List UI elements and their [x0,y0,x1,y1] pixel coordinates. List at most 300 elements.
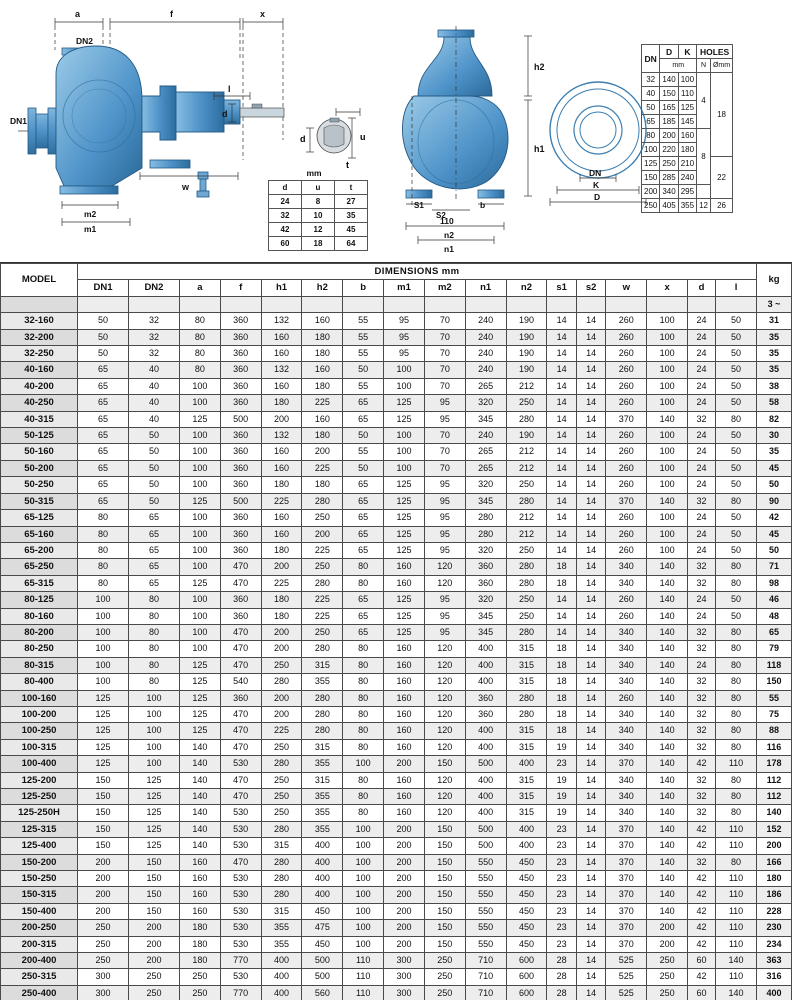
model-cell: 40-160 [1,362,78,378]
dim-cell-a: 80 [179,346,220,362]
dim-cell-h1: 132 [261,313,302,329]
table-row [1,953,792,969]
dim-cell-s2: 14 [576,821,605,837]
model-cell: 125-250 [1,789,78,805]
dim-cell-m2: 95 [424,624,465,640]
flange-cell-d: 200 [660,129,678,143]
weight-cell: 46 [757,592,792,608]
subheader-blank [220,296,261,312]
weight-cell: 58 [757,395,792,411]
dim-cell-d: 32 [688,772,716,788]
dim-cell-w: 340 [606,739,647,755]
table-row [1,559,792,575]
dim-cell-h2: 180 [302,346,343,362]
weight-cell: 116 [757,739,792,755]
dim-cell-dn2: 50 [128,493,179,509]
dim-cell-n2: 190 [506,329,547,345]
dim-cell-a: 100 [179,542,220,558]
dim-cell-m2: 120 [424,674,465,690]
dim-cell-h1: 400 [261,985,302,1000]
table-row [1,772,792,788]
dim-cell-f: 360 [220,526,261,542]
dim-cell-x: 140 [647,887,688,903]
dim-cell-n2: 450 [506,871,547,887]
dim-cell-h2: 560 [302,985,343,1000]
dim-cell-d: 42 [688,756,716,772]
dim-cell-l: 110 [716,969,757,985]
dim-cell-s2: 14 [576,969,605,985]
dim-cell-m2: 150 [424,756,465,772]
dim-cell-dn2: 40 [128,378,179,394]
dim-cell-w: 340 [606,559,647,575]
dim-cell-x: 200 [647,936,688,952]
dim-cell-x: 140 [647,592,688,608]
dim-cell-dn2: 65 [128,526,179,542]
flange-cell-k: 180 [678,143,696,157]
dim-cell-a: 125 [179,493,220,509]
dim-cell-w: 370 [606,920,647,936]
dim-cell-w: 260 [606,362,647,378]
dim-cell-m1: 160 [384,674,425,690]
dim-cell-h2: 450 [302,903,343,919]
dim-cell-n1: 550 [465,920,506,936]
dim-cell-dn2: 100 [128,756,179,772]
subheader-blank [261,296,302,312]
dim-cell-dn1: 65 [78,395,129,411]
table-row [1,985,792,1000]
dim-cell-m1: 200 [384,854,425,870]
subheader-blank [1,296,78,312]
table-row [1,542,792,558]
dim-cell-s1: 18 [547,559,576,575]
dim-cell-dn2: 65 [128,510,179,526]
dim-cell-n2: 280 [506,411,547,427]
dim-cell-n2: 250 [506,592,547,608]
dim-cell-b: 55 [343,378,384,394]
table-row [1,444,792,460]
dim-cell-w: 260 [606,395,647,411]
dim-cell-b: 100 [343,920,384,936]
keyway-cell: 35 [335,209,368,223]
model-cell: 80-315 [1,657,78,673]
dim-cell-dn1: 150 [78,821,129,837]
dim-cell-s2: 14 [576,624,605,640]
flange-cell-k: 210 [678,157,696,171]
dim-cell-b: 110 [343,969,384,985]
dim-cell-s1: 28 [547,953,576,969]
dim-cell-n2: 600 [506,953,547,969]
dim-cell-s1: 14 [547,362,576,378]
dim-cell-m2: 120 [424,657,465,673]
dim-cell-w: 260 [606,690,647,706]
dim-cell-m2: 120 [424,559,465,575]
dim-cell-n1: 320 [465,477,506,493]
dim-cell-dn1: 200 [78,887,129,903]
dim-cell-n2: 212 [506,526,547,542]
dim-cell-a: 80 [179,362,220,378]
weight-cell: 180 [757,871,792,887]
dim-cell-n1: 550 [465,936,506,952]
dim-cell-d: 32 [688,723,716,739]
weight-cell: 230 [757,920,792,936]
dim-cell-s1: 14 [547,608,576,624]
dim-cell-h1: 132 [261,428,302,444]
kg-sub: 3 ~ [757,296,792,312]
dim-cell-b: 80 [343,706,384,722]
col-n2: n2 [506,280,547,296]
dim-cell-w: 340 [606,772,647,788]
model-cell: 65-125 [1,510,78,526]
subheader-blank [647,296,688,312]
dim-cell-s1: 14 [547,477,576,493]
dim-cell-n2: 212 [506,460,547,476]
dim-cell-s2: 14 [576,706,605,722]
flange-cell-k: 240 [678,171,696,185]
flange-cell-dn: 50 [642,101,660,115]
flange-cell-d: 140 [660,73,678,87]
dim-cell-s1: 14 [547,411,576,427]
dim-cell-l: 110 [716,871,757,887]
dim-cell-h1: 200 [261,706,302,722]
dim-cell-x: 140 [647,608,688,624]
dim-cell-l: 80 [716,657,757,673]
dim-cell-dn1: 125 [78,706,129,722]
dim-cell-d: 42 [688,920,716,936]
dim-cell-h2: 225 [302,460,343,476]
dim-cell-m2: 120 [424,706,465,722]
dim-cell-x: 140 [647,559,688,575]
dim-cell-s1: 23 [547,903,576,919]
dim-cell-n2: 190 [506,428,547,444]
dim-cell-x: 200 [647,920,688,936]
dim-cell-m1: 125 [384,477,425,493]
dim-cell-l: 50 [716,460,757,476]
dim-cell-h2: 355 [302,674,343,690]
weight-cell: 88 [757,723,792,739]
model-cell: 125-315 [1,821,78,837]
dim-cell-a: 100 [179,477,220,493]
dim-cell-n1: 400 [465,641,506,657]
svg-text:K: K [593,180,600,190]
dim-cell-dn1: 250 [78,953,129,969]
dim-cell-l: 50 [716,608,757,624]
dim-cell-dn2: 125 [128,821,179,837]
dim-cell-l: 80 [716,772,757,788]
table-row [1,460,792,476]
dim-cell-dn2: 200 [128,920,179,936]
dim-cell-m2: 95 [424,510,465,526]
dim-cell-n2: 400 [506,838,547,854]
dim-cell-h1: 250 [261,772,302,788]
dim-cell-h1: 225 [261,723,302,739]
dim-cell-s1: 23 [547,756,576,772]
dim-cell-a: 160 [179,854,220,870]
dim-cell-dn2: 125 [128,838,179,854]
dim-cell-s2: 14 [576,592,605,608]
weight-cell: 118 [757,657,792,673]
dim-cell-n1: 320 [465,542,506,558]
dim-cell-x: 100 [647,346,688,362]
col-m1: m1 [384,280,425,296]
weight-cell: 112 [757,789,792,805]
dim-cell-n1: 360 [465,706,506,722]
dim-cell-d: 32 [688,739,716,755]
dim-cell-a: 100 [179,510,220,526]
keyway-cell: 60 [269,237,302,251]
dim-cell-f: 470 [220,789,261,805]
flange-row [642,157,733,171]
dim-cell-dn2: 150 [128,887,179,903]
dim-cell-dn1: 100 [78,674,129,690]
dim-cell-n2: 600 [506,985,547,1000]
subheader-blank [465,296,506,312]
dim-cell-b: 65 [343,493,384,509]
weight-cell: 98 [757,575,792,591]
table-row [1,624,792,640]
dim-cell-d: 24 [688,460,716,476]
dim-cell-s2: 14 [576,608,605,624]
dim-cell-w: 525 [606,953,647,969]
dim-cell-s1: 19 [547,739,576,755]
dim-cell-f: 530 [220,936,261,952]
keyway-row [269,223,368,237]
dim-cell-dn2: 50 [128,460,179,476]
dim-cell-h1: 400 [261,953,302,969]
dim-cell-f: 470 [220,559,261,575]
dim-cell-h1: 250 [261,805,302,821]
header-model: MODEL [1,264,78,297]
weight-cell: 228 [757,903,792,919]
dim-cell-d: 32 [688,559,716,575]
dim-cell-m2: 120 [424,739,465,755]
model-cell: 65-200 [1,542,78,558]
model-cell: 50-250 [1,477,78,493]
flange-cell-holes-od: 22 [710,157,732,199]
dim-cell-h2: 160 [302,411,343,427]
keyway-col-d: d [269,181,302,195]
dim-cell-l: 110 [716,920,757,936]
dim-cell-f: 360 [220,378,261,394]
dim-cell-x: 140 [647,723,688,739]
dim-cell-m2: 120 [424,805,465,821]
dim-cell-a: 140 [179,739,220,755]
dimensions-table-body [1,313,792,1000]
dim-cell-h1: 132 [261,362,302,378]
flange-sub-od: Ømm [710,59,732,73]
dim-cell-n1: 400 [465,772,506,788]
dim-cell-a: 100 [179,428,220,444]
dim-cell-dn2: 200 [128,953,179,969]
dim-cell-f: 360 [220,313,261,329]
dim-cell-x: 140 [647,789,688,805]
svg-text:DN: DN [589,168,602,178]
dim-cell-n1: 240 [465,329,506,345]
model-cell: 40-200 [1,378,78,394]
dim-cell-f: 530 [220,871,261,887]
dim-cell-w: 370 [606,838,647,854]
dim-cell-n2: 315 [506,657,547,673]
dim-cell-f: 360 [220,592,261,608]
dim-cell-n1: 280 [465,510,506,526]
dim-cell-s2: 14 [576,444,605,460]
weight-cell: 363 [757,953,792,969]
dim-cell-w: 370 [606,493,647,509]
svg-text:d: d [222,109,228,119]
dim-cell-dn1: 125 [78,739,129,755]
dim-cell-m1: 125 [384,510,425,526]
flange-cell-dn: 100 [642,143,660,157]
dim-cell-dn1: 65 [78,362,129,378]
dim-cell-x: 140 [647,575,688,591]
dim-cell-s1: 14 [547,542,576,558]
dim-cell-s2: 14 [576,903,605,919]
dim-cell-m1: 100 [384,428,425,444]
dim-cell-d: 24 [688,477,716,493]
dim-cell-f: 470 [220,641,261,657]
dim-cell-m2: 150 [424,838,465,854]
dim-cell-x: 140 [647,821,688,837]
table-row [1,395,792,411]
dim-cell-dn2: 150 [128,854,179,870]
dim-cell-s2: 14 [576,329,605,345]
dim-cell-n1: 550 [465,887,506,903]
dim-cell-d: 24 [688,657,716,673]
dim-cell-m1: 160 [384,789,425,805]
dim-cell-m1: 125 [384,542,425,558]
subheader-blank [424,296,465,312]
dim-cell-x: 250 [647,953,688,969]
dim-cell-d: 32 [688,674,716,690]
weight-cell: 35 [757,329,792,345]
dim-cell-n2: 212 [506,378,547,394]
dim-cell-dn2: 40 [128,411,179,427]
dim-cell-h2: 355 [302,821,343,837]
dim-cell-a: 140 [179,805,220,821]
dim-cell-m2: 70 [424,428,465,444]
dim-cell-m1: 125 [384,411,425,427]
dim-cell-m1: 160 [384,805,425,821]
dim-cell-x: 250 [647,969,688,985]
svg-text:w: w [182,182,190,192]
dim-cell-dn1: 80 [78,559,129,575]
dim-cell-s2: 14 [576,526,605,542]
subheader-blank [506,296,547,312]
dim-cell-b: 100 [343,854,384,870]
flange-cell-dn: 32 [642,73,660,87]
dim-cell-l: 50 [716,313,757,329]
dim-cell-m2: 150 [424,854,465,870]
dim-cell-l: 140 [716,953,757,969]
dim-cell-w: 370 [606,756,647,772]
dim-cell-w: 260 [606,428,647,444]
flange-cell-k: 100 [678,73,696,87]
dim-cell-b: 65 [343,542,384,558]
dim-cell-l: 50 [716,477,757,493]
dim-cell-w: 525 [606,969,647,985]
dim-cell-x: 140 [647,641,688,657]
dim-cell-x: 100 [647,428,688,444]
flange-sub-n: N [697,59,711,73]
weight-cell: 150 [757,674,792,690]
dim-cell-dn1: 200 [78,854,129,870]
col-h2: h2 [302,280,343,296]
dim-cell-n1: 400 [465,674,506,690]
dim-cell-m1: 125 [384,493,425,509]
dim-cell-b: 65 [343,624,384,640]
dim-cell-dn1: 80 [78,510,129,526]
flange-cell-k: 295 [678,185,696,199]
weight-cell: 35 [757,346,792,362]
dim-cell-h2: 355 [302,789,343,805]
dim-cell-m1: 160 [384,706,425,722]
keyway-dimensions-table [268,180,368,251]
dim-cell-m2: 120 [424,575,465,591]
weight-cell: 152 [757,821,792,837]
dim-cell-s1: 14 [547,395,576,411]
dim-cell-s1: 28 [547,985,576,1000]
dim-cell-h2: 315 [302,657,343,673]
table-row [1,378,792,394]
dim-cell-h2: 225 [302,592,343,608]
dim-cell-w: 260 [606,444,647,460]
dim-cell-h1: 180 [261,592,302,608]
dim-cell-x: 100 [647,313,688,329]
dim-cell-s2: 14 [576,756,605,772]
model-cell: 32-200 [1,329,78,345]
svg-text:a: a [75,9,81,19]
dim-cell-w: 340 [606,624,647,640]
dim-cell-d: 42 [688,969,716,985]
weight-cell: 234 [757,936,792,952]
dim-cell-n1: 360 [465,690,506,706]
dim-cell-dn1: 80 [78,575,129,591]
dim-cell-f: 530 [220,805,261,821]
table-row [1,411,792,427]
dim-cell-n1: 320 [465,592,506,608]
dim-cell-a: 125 [179,706,220,722]
dim-cell-dn1: 250 [78,936,129,952]
dim-cell-l: 80 [716,805,757,821]
model-cell: 80-250 [1,641,78,657]
dim-cell-dn2: 80 [128,608,179,624]
model-cell: 100-200 [1,706,78,722]
dim-cell-h1: 280 [261,887,302,903]
dim-cell-dn2: 32 [128,329,179,345]
dim-cell-m1: 200 [384,936,425,952]
flange-cell-k: 145 [678,115,696,129]
dim-cell-x: 140 [647,739,688,755]
dim-cell-f: 360 [220,477,261,493]
dim-cell-h1: 280 [261,854,302,870]
col-s1: s1 [547,280,576,296]
dim-cell-a: 125 [179,657,220,673]
dim-cell-h1: 225 [261,575,302,591]
dim-cell-dn2: 50 [128,444,179,460]
dim-cell-h1: 160 [261,346,302,362]
dim-cell-n1: 265 [465,378,506,394]
dim-cell-s1: 18 [547,657,576,673]
dim-cell-l: 50 [716,542,757,558]
dim-cell-s2: 14 [576,346,605,362]
dim-cell-n2: 450 [506,903,547,919]
dim-cell-s1: 14 [547,329,576,345]
dim-cell-s2: 14 [576,789,605,805]
dim-cell-dn2: 80 [128,592,179,608]
dim-cell-d: 24 [688,608,716,624]
dimensions-header-row-1 [1,264,792,280]
dim-cell-s1: 14 [547,592,576,608]
dim-cell-l: 50 [716,510,757,526]
